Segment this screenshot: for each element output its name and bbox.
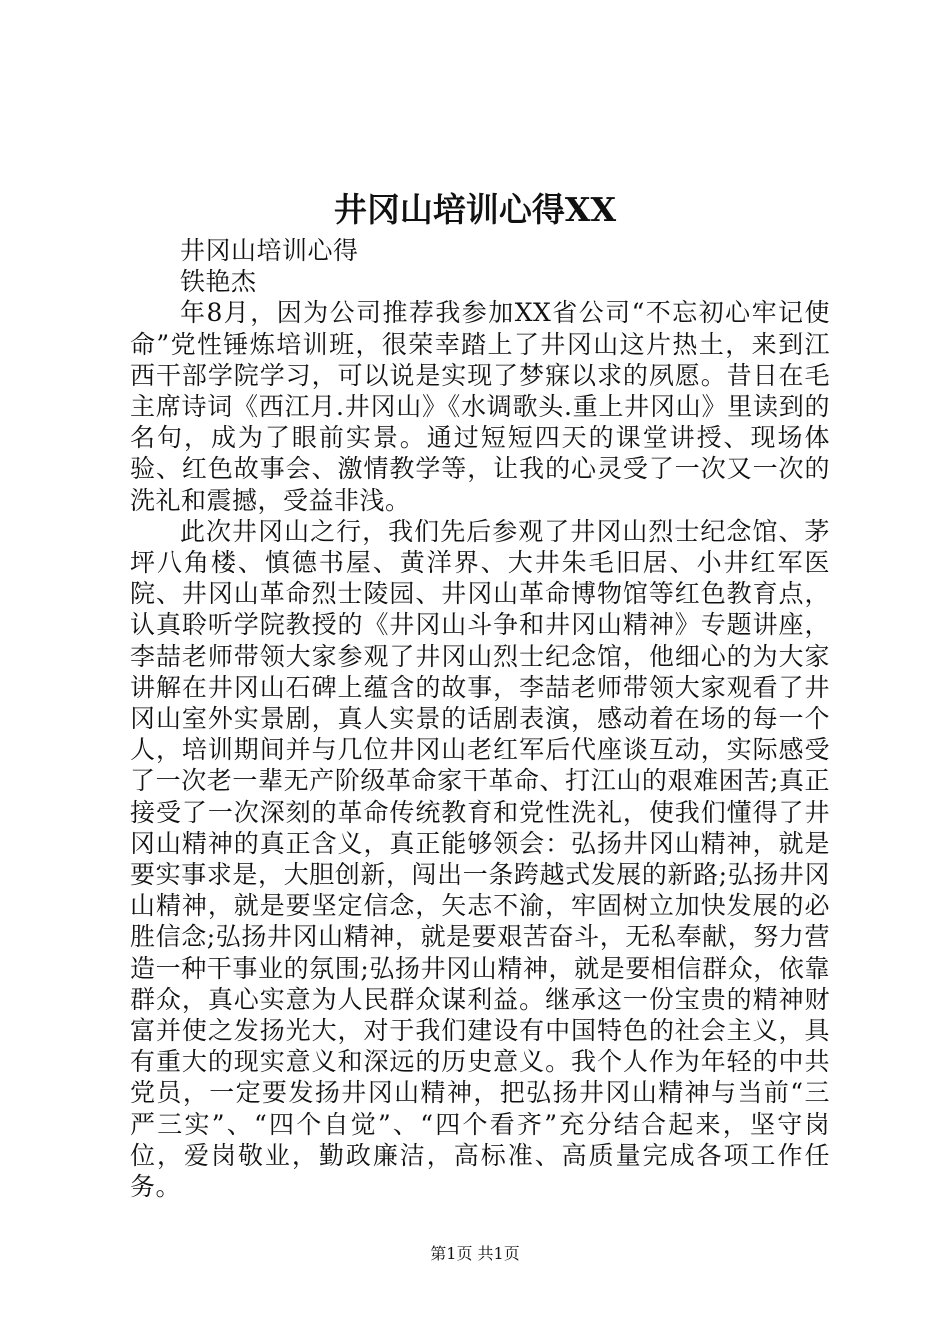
body-paragraph-1: 年8月，因为公司推荐我参加XX省公司“不忘初心牢记使命”党性锤炼培训班，很荣幸踏上了井冈山这片热土，来到江西干部学院学习，可以说是实现了梦寐以求的夙愿。昔日在毛主席诗词《西江月.井冈山》《水调歌头.重上井冈山》里读到的名句，成为了眼前实景。通过短短四天的课堂讲授、现场体验、红色故事会、激情教学等，让我的心灵受了一次又一次的洗礼和震撼，受益非浅。 (130, 298, 830, 515)
document-title: 井冈山培训心得XX (333, 190, 617, 229)
document-subtitle: 井冈山培训心得 (180, 236, 359, 265)
document-author: 铁艳杰 (180, 267, 257, 297)
page-footer: 第1页 共1页 (430, 1244, 520, 1263)
document-body (130, 235, 830, 1202)
body-paragraph-2: 此次井冈山之行，我们先后参观了井冈山烈士纪念馆、茅坪八角楼、慎德书屋、黄洋界、大井朱毛旧居、小井红军医院、井冈山革命烈士陵园、井冈山革命博物馆等红色教育点，认真聆听学院教授的《井冈山斗争和井冈山精神》专题讲座，李喆老师带领大家参观了井冈山烈士纪念馆，他细心的为大家讲解在井冈山石碑上蕴含的故事，李喆老师带领大家观看了井冈山室外实景剧，真人实景的话剧表演，感动着在场的每一个人，培训期间并与几位井冈山老红军后代座谈互动，实际感受了一次老一辈无产阶级革命家干革命、打江山的艰难困苦;真正接受了一次深刻的革命传统教育和党性洗礼，使我们懂得了井冈山精神的真正含义，真正能够领会：弘扬井冈山精神，就是要实事求是，大胆创新，闯出一条跨越式发展的新路;弘扬井冈山精神，就是要坚定信念，矢志不渝，牢固树立加快发展的必胜信念;弘扬井冈山精神，就是要艰苦奋斗，无私奉献，努力营造一种干事业的氛围;弘扬井冈山精神，就是要相信群众，依靠群众，真心实意为人民群众谋利益。继承这一份宝贵的精神财富并使之发扬光大，对于我们建设有中国特色的社会主义，具有重大的现实意义和深远的历史意义。我个人作为年轻的中共党员，一定要发扬井冈山精神，把弘扬井冈山精神与当前“三严三实”、“四个自觉”、“四个看齐”充分结合起来，坚守岗位，爱岗敬业，勤政廉洁，高标准、高质量完成各项工作任务。 (130, 516, 830, 1202)
